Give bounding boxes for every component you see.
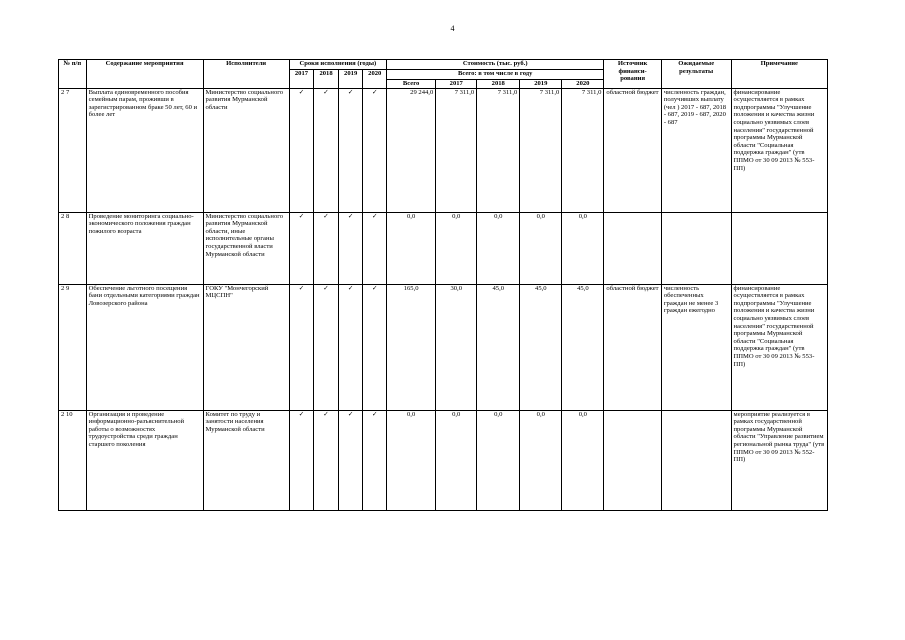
table-row	[59, 284, 828, 410]
row-source: областной бюджет	[604, 88, 661, 212]
header-cost-col: 2020	[562, 80, 604, 89]
cost-year: 7 311,0	[520, 88, 562, 212]
check-mark: ✓	[314, 410, 339, 510]
check-mark: ✓	[289, 88, 314, 212]
check-mark: ✓	[314, 284, 339, 410]
header-executors: Исполнители	[203, 60, 289, 89]
cost-year: 7 311,0	[562, 88, 604, 212]
header-cost-col: 2018	[477, 80, 520, 89]
row-expected: численность обеспеченных граждан не менее 3 граждан ежегодно	[661, 284, 731, 410]
row-num: 2 10	[59, 410, 87, 510]
row-content: Обеспечение льготного посещения бани отдельными категориями граждан Ловозерского района	[86, 284, 203, 410]
check-mark: ✓	[289, 410, 314, 510]
row-content: Проведение мониторинга социально-экономического положения граждан пожилого возраста	[86, 212, 203, 284]
header-num: № п/п	[59, 60, 87, 89]
cost-year: 0,0	[436, 212, 477, 284]
row-expected	[661, 212, 731, 284]
header-year: 2019	[338, 70, 363, 89]
check-mark: ✓	[363, 88, 387, 212]
cost-total: 0,0	[387, 212, 436, 284]
table-row	[59, 212, 828, 284]
header-cost-col: 2019	[520, 80, 562, 89]
measures-table	[58, 59, 828, 511]
row-executors: Комитет по труду и занятости населения Мурманской области	[203, 410, 289, 510]
cost-year: 45,0	[562, 284, 604, 410]
row-note: мероприятие реализуется в рамках государственной программы Мурманской области "Управление развитием региональной рынка труда" (утв ППМО от 30 09 2013 № 552-ПП)	[731, 410, 827, 510]
check-mark: ✓	[338, 284, 363, 410]
header-terms: Сроки исполнения (годы)	[289, 60, 386, 70]
row-num: 2 9	[59, 284, 87, 410]
cost-total: 29 244,0	[387, 88, 436, 212]
row-content: Организация и проведение информационно-разъяснительной работы о возможностях трудоустройства среди граждан старшего поколения	[86, 410, 203, 510]
header-cost-col: 2017	[436, 80, 477, 89]
header-expected: Ожидаемые результаты	[661, 60, 731, 89]
cost-year: 45,0	[477, 284, 520, 410]
header-cost-col: Всего	[387, 80, 436, 89]
header-content: Содержание мероприятия	[86, 60, 203, 89]
row-content: Выплата единовременного пособия семейным парам, проживши в зарегистрированном браке 50 лет, 60 и более лет	[86, 88, 203, 212]
header-year: 2017	[289, 70, 314, 89]
cost-year: 0,0	[520, 410, 562, 510]
row-source	[604, 212, 661, 284]
row-num: 2 7	[59, 88, 87, 212]
header-cost: Стоимость (тыс. руб.)	[387, 60, 604, 70]
check-mark: ✓	[363, 284, 387, 410]
header-note: Примечание	[731, 60, 827, 89]
check-mark: ✓	[289, 284, 314, 410]
cost-total: 165,0	[387, 284, 436, 410]
check-mark: ✓	[289, 212, 314, 284]
row-note: финансирование осуществляется в рамках подпрограммы "Улучшение положения и качества жизни социально уязвимых слоев населения" государственной программы Мурманской области "Социальная поддержка граждан" (утв ППМО от 30 09 2013 № 553-ПП)	[731, 88, 827, 212]
row-expected	[661, 410, 731, 510]
table-row	[59, 410, 828, 510]
page-number: 4	[450, 24, 455, 33]
cost-year: 45,0	[520, 284, 562, 410]
header-cost-sub: Всего: в том числе в году	[387, 70, 604, 80]
row-executors: Министерство социального развития Мурманской области, иные исполнительные органы государственной власти Мурманской области	[203, 212, 289, 284]
check-mark: ✓	[338, 88, 363, 212]
row-executors: Министерство социального развития Мурманской области	[203, 88, 289, 212]
cost-total: 0,0	[387, 410, 436, 510]
row-source: областной бюджет	[604, 284, 661, 410]
cost-year: 0,0	[477, 212, 520, 284]
table-row	[59, 88, 828, 212]
cost-year: 30,0	[436, 284, 477, 410]
cost-year: 0,0	[520, 212, 562, 284]
cost-year: 7 311,0	[436, 88, 477, 212]
check-mark: ✓	[363, 212, 387, 284]
row-executors: ГОКУ "Мончегорский МЦСПН"	[203, 284, 289, 410]
row-note: финансирование осуществляется в рамках подпрограммы "Улучшение положения и качества жизни социально уязвимых слоев населения" государственной программы Мурманской области "Социальная поддержка граждан" (утв ППМО от 30 09 2013 № 553-ПП)	[731, 284, 827, 410]
header-year: 2020	[363, 70, 387, 89]
row-expected: численность граждан, получивших выплату (чел ) 2017 - 687, 2018 - 687, 2019 - 687, 2020 - 687	[661, 88, 731, 212]
check-mark: ✓	[363, 410, 387, 510]
cost-year: 0,0	[562, 212, 604, 284]
check-mark: ✓	[314, 88, 339, 212]
check-mark: ✓	[338, 212, 363, 284]
check-mark: ✓	[338, 410, 363, 510]
check-mark: ✓	[314, 212, 339, 284]
header-year: 2018	[314, 70, 339, 89]
cost-year: 7 311,0	[477, 88, 520, 212]
row-num: 2 8	[59, 212, 87, 284]
cost-year: 0,0	[562, 410, 604, 510]
cost-year: 0,0	[477, 410, 520, 510]
row-source	[604, 410, 661, 510]
header-source: Источник финанси-рования	[604, 60, 661, 89]
cost-year: 0,0	[436, 410, 477, 510]
row-note	[731, 212, 827, 284]
